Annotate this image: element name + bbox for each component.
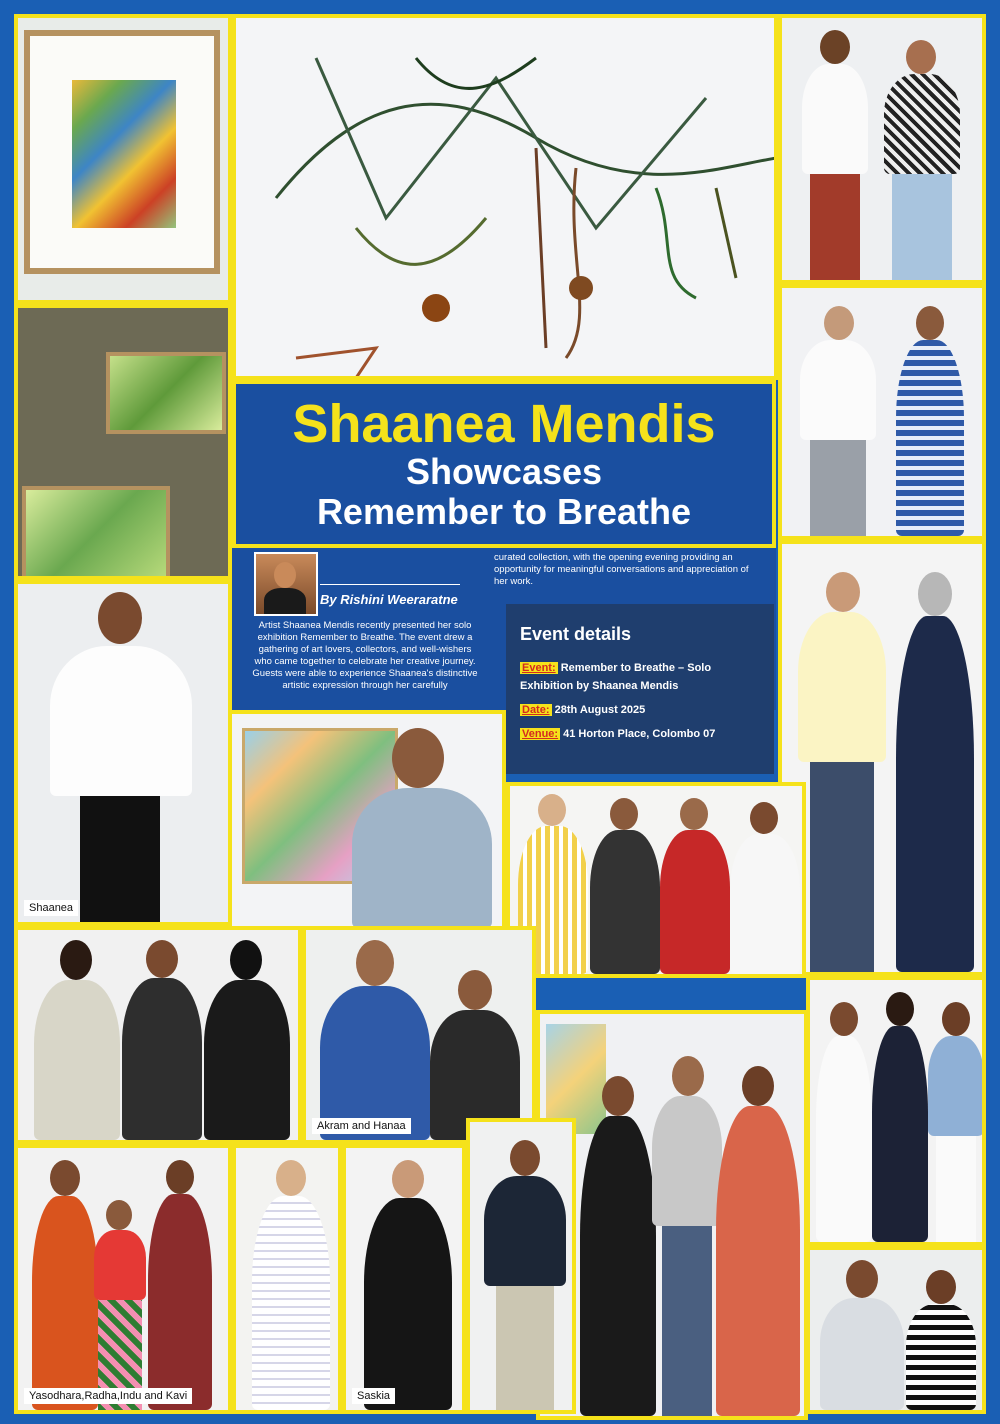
photo-installation — [232, 14, 778, 380]
venue-label: Venue: — [522, 728, 559, 740]
venue-row — [520, 725, 760, 743]
article-paragraph-1: Artist Shaanea Mendis recently presented her solo exhibition Remember to Breathe. The event drew a gathering of art lovers, collectors, and well-wishers who came together to celebrate her creative journey. Guests were able to experience Shaanea's distinctive artistic expression through her carefully — [252, 620, 478, 691]
article-paragraph-2: curated collection, with the opening evening providing an opportunity for meaningful conversations and appreciation of her work. — [494, 552, 749, 587]
photo-four-women — [506, 782, 806, 978]
photo-shaanea — [14, 580, 232, 926]
photo-trio — [536, 1010, 808, 1420]
byline: By Rishini Weeraratne — [320, 592, 458, 607]
photo-couple-2 — [778, 284, 986, 540]
photo-couple-3 — [778, 540, 986, 976]
event-value: Remember to Breathe – Solo Exhibition by Shaanea Mendis — [520, 662, 712, 692]
date-value: 28th August 2025 — [554, 704, 646, 716]
photo-green-paintings — [14, 304, 232, 580]
headline-subtitle-1: Showcases — [405, 451, 603, 492]
photo-three-women-right — [806, 976, 986, 1246]
headline-subtitle-2: Remember to Breathe — [316, 491, 692, 532]
caption-family-group: Yasodhara,Radha,Indu and Kavi — [24, 1388, 192, 1404]
date-label: Date: — [522, 704, 550, 716]
photo-framed-painting — [14, 14, 232, 304]
headline-panel — [232, 380, 776, 548]
event-details-heading: Event details — [520, 624, 632, 644]
byline-rule — [320, 584, 460, 585]
event-label: Event: — [522, 662, 556, 674]
event-details-box — [506, 604, 774, 774]
event-row — [520, 659, 760, 695]
photo-akram-hanaa — [302, 926, 536, 1144]
headline-title: Shaanea Mendis — [292, 394, 716, 454]
photo-couple-1 — [778, 14, 986, 284]
author-portrait — [254, 552, 318, 616]
caption-akram-hanaa: Akram and Hanaa — [312, 1118, 411, 1134]
string-installation-art — [236, 18, 778, 380]
photo-woman-white-dress — [232, 1144, 342, 1414]
caption-saskia: Saskia — [352, 1388, 395, 1404]
photo-man-viewing-painting — [228, 710, 506, 932]
photo-man-standing — [466, 1118, 576, 1414]
photo-saskia — [342, 1144, 466, 1414]
venue-value: 41 Horton Place, Colombo 07 — [563, 728, 716, 740]
photo-couple-4 — [806, 1246, 986, 1414]
photo-family-group — [14, 1144, 232, 1414]
date-row — [520, 701, 760, 719]
photo-three-women — [14, 926, 302, 1144]
caption-shaanea: Shaanea — [24, 900, 78, 916]
